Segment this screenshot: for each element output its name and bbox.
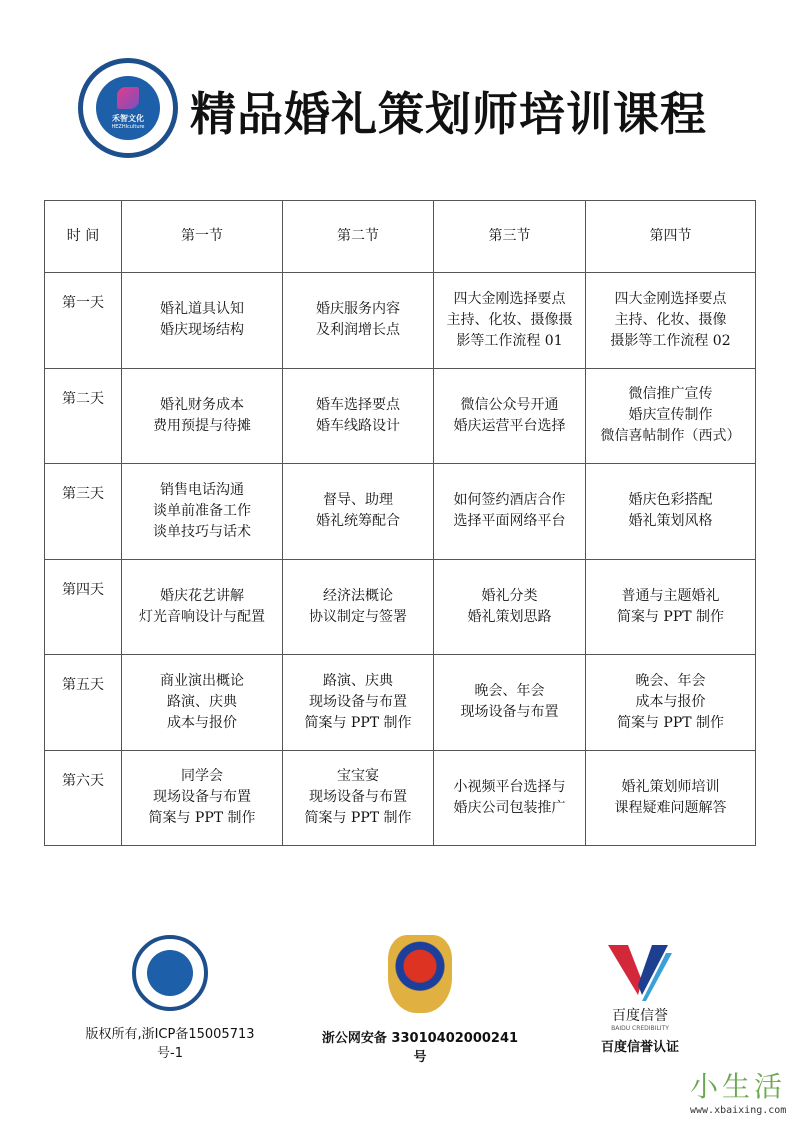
page-title: 精品婚礼策划师培训课程: [190, 87, 707, 141]
session-line: 简案与 PPT 制作: [148, 810, 256, 827]
session-cell: [586, 655, 756, 751]
baidu-v-logo-icon: [608, 945, 672, 1001]
session-line: 如何签约酒店合作: [453, 492, 566, 509]
session-line: 主持、化妆、摄像: [614, 311, 727, 328]
session-cell: [122, 559, 283, 655]
session-line: 现场设备与布置: [153, 789, 251, 806]
session-cell: [283, 464, 434, 560]
baidu-credibility-block[interactable]: [585, 945, 695, 1055]
session-line: 简案与 PPT 制作: [304, 714, 412, 731]
session-line: 督导、助理: [323, 492, 393, 509]
session-line: 路演、庆典: [323, 672, 393, 689]
session-cell: [434, 750, 586, 846]
session-line: 现场设备与布置: [309, 693, 407, 710]
session-line: 销售电话沟通: [160, 481, 244, 498]
copyright-block: [80, 935, 260, 1061]
police-record-text[interactable]: 浙公网安备 33010402000241号: [321, 1031, 519, 1065]
session-cell: [283, 559, 434, 655]
session-line: 婚庆花艺讲解: [160, 587, 244, 604]
session-line: 及利润增长点: [316, 322, 400, 339]
session-line: 成本与报价: [167, 714, 237, 731]
watermark-url: www.xbaixing.com: [690, 1105, 787, 1116]
column-header: 第二节: [283, 201, 434, 273]
copyright-text: 版权所有,浙ICP备15005713号-1: [85, 1027, 255, 1061]
session-line: 四大金刚选择要点: [453, 290, 566, 307]
session-line: 主持、化妆、摄像摄: [446, 311, 573, 328]
column-header: 时 间: [45, 201, 122, 273]
session-line: 婚礼策划思路: [467, 608, 552, 625]
session-line: 路演、庆典: [167, 693, 237, 710]
day-label: 第一天: [45, 273, 122, 369]
table-row: [45, 464, 756, 560]
day-label: 第六天: [45, 750, 122, 846]
police-emblem-icon: [388, 935, 452, 1013]
session-line: 商业演出概论: [160, 672, 244, 689]
column-header: 第一节: [122, 201, 283, 273]
session-cell: [283, 273, 434, 369]
session-line: 婚车线路设计: [316, 417, 400, 434]
session-line: 宝宝宴: [337, 768, 379, 785]
session-line: 灯光音响设计与配置: [139, 608, 265, 625]
session-line: 简案与 PPT 制作: [616, 714, 725, 731]
session-line: 婚庆服务内容: [316, 301, 400, 318]
session-line: 婚礼策划风格: [628, 513, 713, 530]
session-line: 婚礼统筹配合: [316, 513, 400, 530]
session-line: 谈单前准备工作: [153, 502, 251, 519]
session-line: 简案与 PPT 制作: [304, 810, 412, 827]
session-cell: [434, 655, 586, 751]
session-cell: [434, 273, 586, 369]
session-line: 婚庆色彩搭配: [628, 492, 713, 509]
session-line: 微信公众号开通: [460, 396, 559, 413]
column-header: 第三节: [434, 201, 586, 273]
session-cell: [122, 655, 283, 751]
session-line: 同学会: [181, 768, 223, 785]
session-line: 婚礼道具认知: [160, 301, 244, 318]
session-line: 婚庆运营平台选择: [453, 417, 566, 434]
session-cell: [586, 464, 756, 560]
session-line: 协议制定与签署: [309, 608, 407, 625]
table-row: [45, 655, 756, 751]
table-row: [45, 559, 756, 655]
session-cell: [434, 464, 586, 560]
session-line: 影等工作流程 01: [456, 332, 563, 349]
police-record-block[interactable]: [320, 935, 520, 1065]
session-cell: [434, 559, 586, 655]
brand-badge-icon: [132, 935, 208, 1011]
session-cell: [122, 464, 283, 560]
session-line: 婚庆公司包装推广: [453, 799, 566, 816]
session-cell: [122, 750, 283, 846]
session-line: 课程疑难问题解答: [614, 799, 727, 816]
session-line: 婚礼分类: [481, 587, 538, 604]
baidu-cert-text: 百度信誉认证: [600, 1040, 679, 1055]
session-line: 普通与主题婚礼: [621, 587, 720, 604]
session-line: 婚礼财务成本: [160, 396, 244, 413]
baidu-sub-text: BAIDU CREDIBILITY: [611, 1025, 669, 1032]
session-line: 婚礼策划师培训: [621, 778, 720, 795]
watermark-text: 小生活: [690, 1070, 787, 1103]
session-line: 婚庆宣传制作: [628, 407, 713, 424]
session-line: 现场设备与布置: [309, 789, 407, 806]
day-label: 第四天: [45, 559, 122, 655]
session-line: 小视频平台选择与: [453, 778, 566, 795]
session-line: 婚车选择要点: [316, 396, 400, 413]
session-line: 现场设备与布置: [460, 704, 559, 721]
session-line: 摄影等工作流程 02: [610, 332, 731, 349]
session-cell: [122, 273, 283, 369]
brand-logo: 禾智文化 HEZHIculture: [78, 58, 178, 158]
session-line: 婚庆现场结构: [160, 322, 244, 339]
table-row: [45, 750, 756, 846]
session-cell: [283, 368, 434, 464]
column-header: 第四节: [586, 201, 756, 273]
session-line: 经济法概论: [323, 587, 393, 604]
session-line: 微信推广宣传: [628, 386, 713, 403]
table-row: [45, 273, 756, 369]
session-line: 晚会、年会: [474, 683, 545, 700]
session-line: 费用预提与待摊: [153, 417, 251, 434]
session-line: 晚会、年会: [635, 672, 706, 689]
session-cell: [586, 368, 756, 464]
day-label: 第二天: [45, 368, 122, 464]
course-schedule-table: [44, 200, 756, 846]
session-line: 谈单技巧与话术: [153, 523, 251, 540]
session-line: 选择平面网络平台: [453, 513, 566, 530]
session-cell: [586, 559, 756, 655]
session-cell: [586, 750, 756, 846]
session-cell: [586, 273, 756, 369]
day-label: 第三天: [45, 464, 122, 560]
session-cell: [283, 750, 434, 846]
session-cell: [434, 368, 586, 464]
session-line: 成本与报价: [635, 693, 706, 710]
day-label: 第五天: [45, 655, 122, 751]
session-cell: [283, 655, 434, 751]
session-cell: [122, 368, 283, 464]
baidu-logo-text: 百度信誉: [612, 1008, 668, 1024]
session-line: 四大金刚选择要点: [614, 290, 727, 307]
watermark: [690, 1065, 786, 1116]
table-row: [45, 368, 756, 464]
session-line: 微信喜帖制作（西式）: [600, 428, 741, 445]
session-line: 简案与 PPT 制作: [616, 608, 725, 625]
